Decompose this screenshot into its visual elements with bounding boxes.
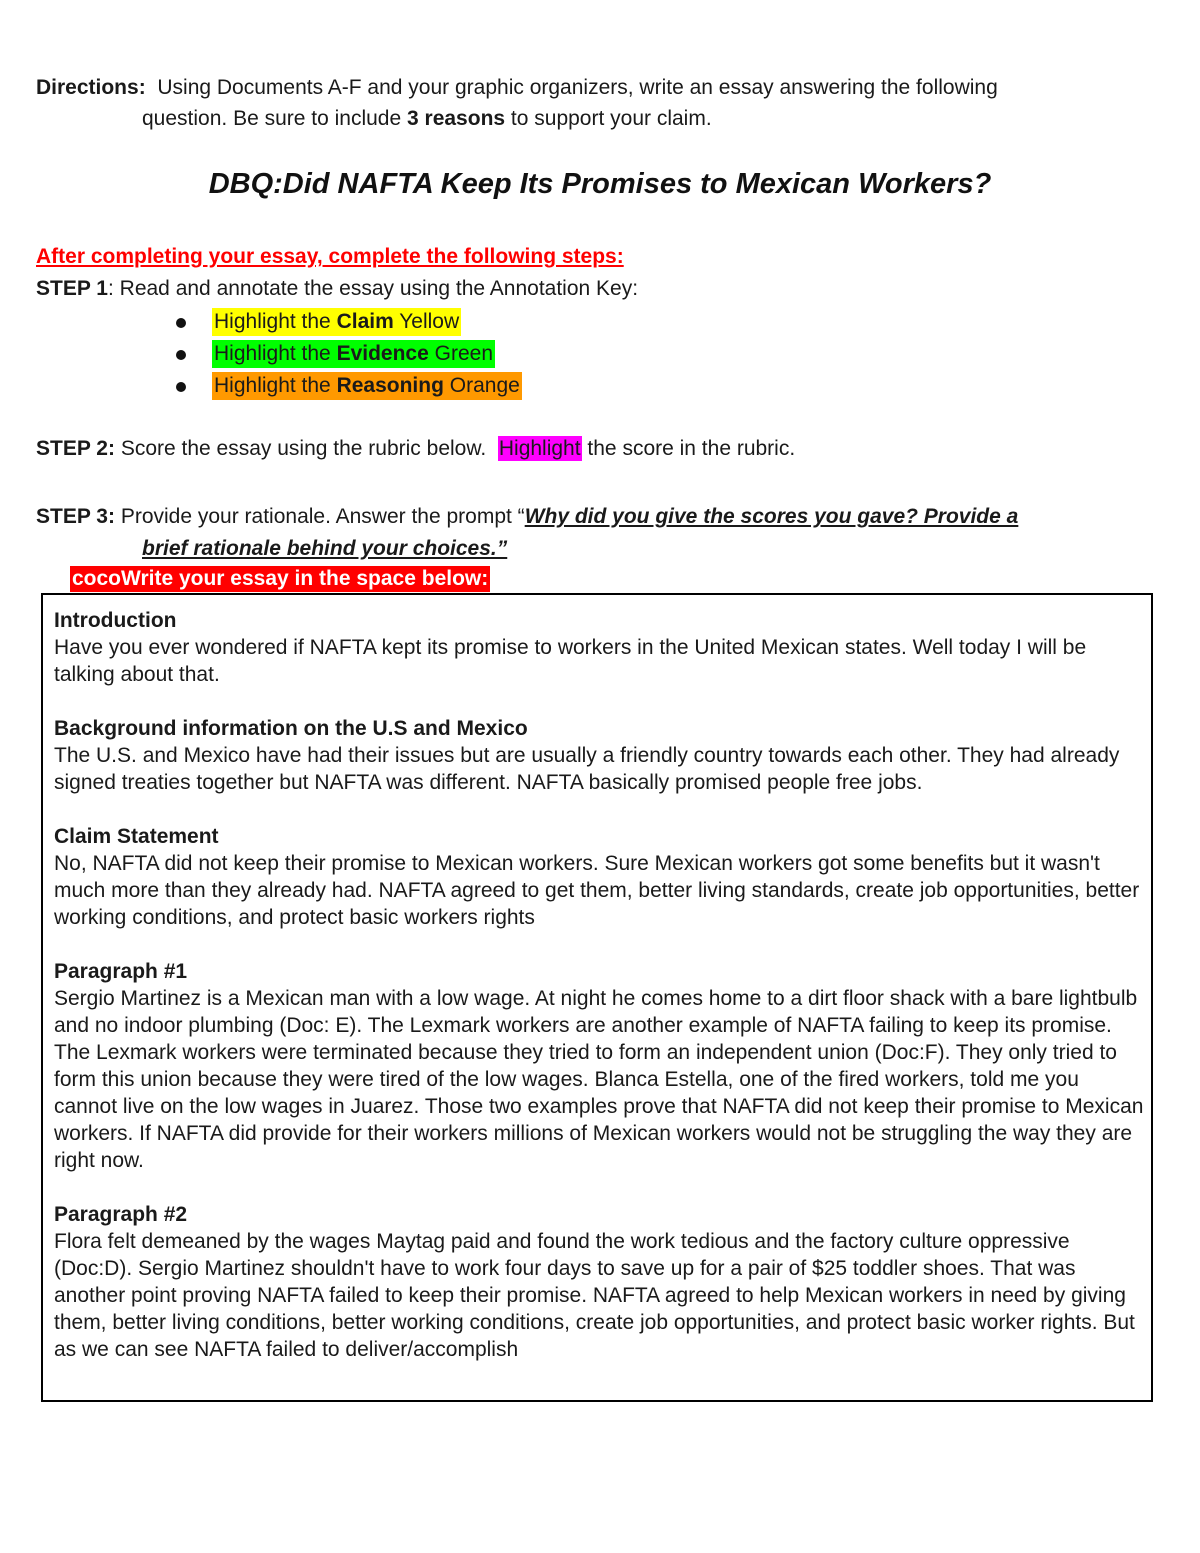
evidence-highlight (212, 340, 495, 368)
essay-section-claim (54, 823, 1146, 931)
highlight-word: Highlight (498, 437, 581, 460)
directions (36, 72, 1156, 134)
directions-text-2: question. Be sure to include (142, 107, 408, 130)
step-3-line-2 (36, 533, 1156, 565)
section-heading: Claim Statement (54, 825, 219, 848)
item-suffix: Orange (443, 374, 520, 397)
step-2 (36, 437, 795, 461)
section-body: Sergio Martinez is a Mexican man with a low wage. At night he comes home to a dirt floor shack with a bare lightbulb and no indoor plumbing (Doc: E). The Lexmark workers are another example of NAFTA failing to keep its promise. The Lexmark workers were terminated because they tried to form an independent union (Doc:F). They only tried to form this union because they were tired of the low wages. Blanca Estella, one of the fired workers, told me you cannot live on the low wages in Juarez. Those two examples prove that NAFTA did not keep their promise to Mexican workers. If NAFTA did provide for their workers millions of Mexican workers would not be struggling the way they are right now. (54, 987, 1144, 1172)
item-prefix: Highlight the (214, 374, 337, 397)
essay-section-background (54, 715, 1146, 796)
essay-section-introduction (54, 607, 1146, 688)
step-3-label: STEP 3: (36, 505, 115, 528)
section-heading: Introduction (54, 609, 177, 632)
step-1 (36, 277, 638, 301)
bullet-icon (176, 350, 186, 360)
item-bold: Reasoning (336, 374, 444, 397)
write-essay-label: cocoWrite your essay in the space below: (72, 567, 489, 590)
section-heading: Background information on the U.S and Mexico (54, 717, 528, 740)
section-body: Flora felt demeaned by the wages Maytag paid and found the work tedious and the factory culture oppressive (Doc:D). Sergio Martinez shouldn't have to work four days to save up for a pair of $25 toddler shoes. That was another point proving NAFTA failed to keep their promise. NAFTA agreed to help Mexican workers in need by giving them, better living conditions, better working conditions, create job opportunities, and protect basic worker rights. But as we can see NAFTA failed to deliver/accomplish (54, 1230, 1135, 1361)
step-2-label: STEP 2: (36, 437, 115, 460)
step-3-prompt-2: brief rationale behind your choices.” (142, 537, 508, 560)
claim-highlight (212, 308, 461, 336)
section-body: Have you ever wondered if NAFTA kept its promise to workers in the United Mexican states. Well today I will be talking about that. (54, 636, 1087, 686)
reasoning-highlight (212, 372, 522, 400)
item-bold: Evidence (336, 342, 429, 365)
step-3-prompt-1: Why did you give the scores you gave? Provide a (524, 505, 1019, 528)
essay-section-paragraph-1 (54, 958, 1146, 1174)
item-prefix: Highlight the (214, 342, 337, 365)
item-bold: Claim (336, 310, 394, 333)
after-heading: After completing your essay, complete the following steps: (36, 245, 624, 268)
directions-line-1 (36, 72, 1156, 103)
section-body: The U.S. and Mexico have had their issues but are usually a friendly country towards each other. They had already signed treaties together but NAFTA was different. NAFTA basically promised people free jobs. (54, 744, 1120, 794)
item-prefix: Highlight the (214, 310, 337, 333)
directions-label: Directions: (36, 76, 146, 99)
essay-content (54, 607, 1146, 1390)
section-heading: Paragraph #2 (54, 1203, 188, 1226)
step-2-text-after: the score in the rubric. (581, 437, 796, 460)
section-body: No, NAFTA did not keep their promise to Mexican workers. Sure Mexican workers got some benefits but it wasn't much more than they already had. NAFTA agreed to get them, better living standards, create job opportunities, better working conditions, and protect basic workers rights (54, 852, 1140, 929)
essay-section-paragraph-2 (54, 1201, 1146, 1363)
item-suffix: Green (428, 342, 493, 365)
section-heading: Paragraph #1 (54, 960, 188, 983)
bullet-icon (176, 318, 186, 328)
directions-text-3: to support your claim. (505, 107, 712, 130)
essay-box[interactable] (41, 593, 1153, 1402)
directions-text-1: Using Documents A-F and your graphic organizers, write an essay answering the following (145, 76, 998, 99)
step-3-line-1 (36, 501, 1156, 533)
step-2-text: Score the essay using the rubric below. (114, 437, 498, 460)
bullet-icon (176, 382, 186, 392)
step-1-label: STEP 1 (36, 277, 108, 300)
page-title: DBQ:Did NAFTA Keep Its Promises to Mexican Workers? (208, 168, 992, 200)
directions-bold: 3 reasons (407, 107, 506, 130)
item-suffix: Yellow (393, 310, 460, 333)
step-3 (36, 501, 1156, 565)
step-3-text: Provide your rationale. Answer the prompt “ (114, 505, 525, 528)
directions-line-2 (36, 103, 1156, 134)
step-1-text: : Read and annotate the essay using the Annotation Key: (107, 277, 639, 300)
